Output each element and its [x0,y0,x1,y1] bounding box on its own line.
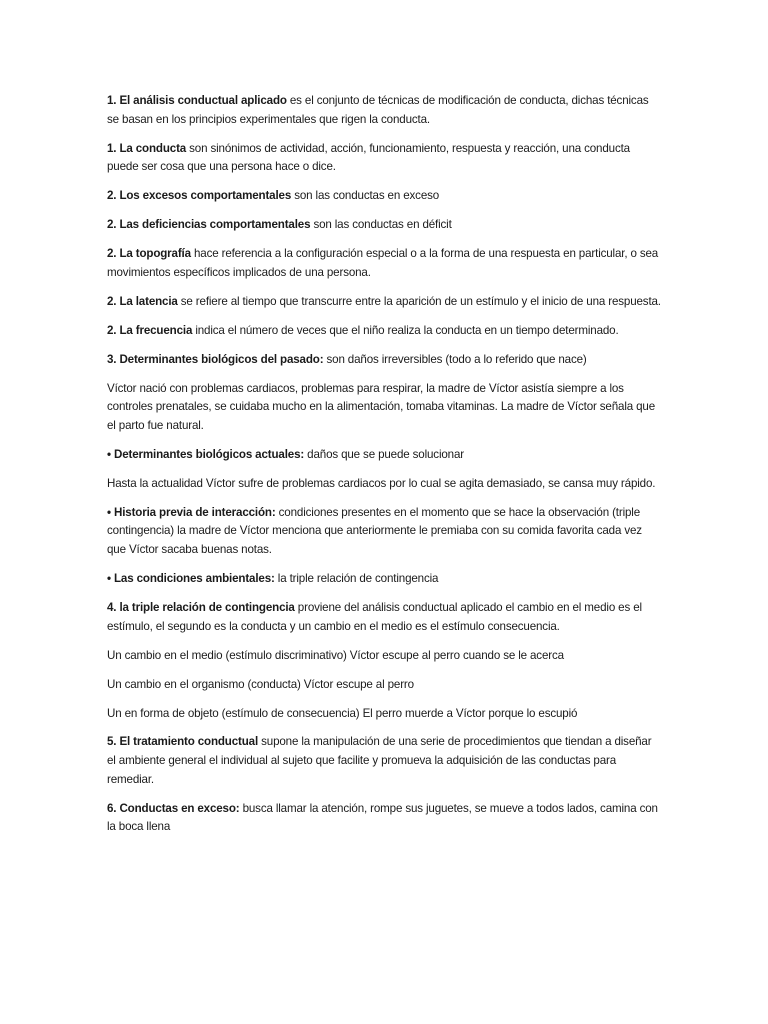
paragraph-cambio-medio [107,647,663,666]
paragraph-text: supone la manipulación de una serie de procedimientos que tiendan a diseñar el ambiente general el individual al sujeto que facilite y promueva la adquisición de las conductas para remediar. [107,735,652,786]
paragraph-condiciones-ambientales [107,570,663,589]
term-bold: 6. Conductas en exceso: [107,801,240,815]
paragraph-frecuencia [107,322,663,341]
term-bold: 2. La topografía [107,247,191,261]
term-bold: 2. Los excesos comportamentales [107,189,292,203]
paragraph-text: son sinónimos de actividad, acción, funcionamiento, respuesta y reacción, una conducta puede ser cosa que una persona hace o dice. [107,141,630,174]
bullet-icon: • [107,505,114,519]
term-bold: 3. Determinantes biológicos del pasado: [107,352,324,366]
paragraph-text: Hasta la actualidad Víctor sufre de problemas cardiacos por lo cual se agita demasiado, se cansa muy rápido. [107,476,656,490]
term-bold: 1. El análisis conductual aplicado [107,94,287,107]
paragraph-text: hace referencia a la configuración especial o a la forma de una respuesta en particular, o sea movimientos específicos implicados de una persona. [107,247,659,279]
term-bold: 5. El tratamiento conductual [107,735,259,749]
paragraph-latencia [107,293,663,312]
paragraph-text: proviene del análisis conductual aplicado el cambio en el medio es el estímulo, el segundo es la conducta y un cambio en el medio es el estímulo consecuencia. [107,600,642,633]
paragraph-text: se refiere al tiempo que transcurre entre la aparición de un estímulo y el inicio de una respuesta. [177,294,661,308]
paragraph-deficiencias [107,216,663,235]
paragraph-victor-nacimiento [107,380,663,436]
term-bold: Determinantes biológicos actuales: [113,447,305,461]
paragraph-text: son daños irreversibles (todo a lo referido que nace) [323,352,587,366]
paragraph-analisis-conductual [107,92,663,129]
paragraph-text: son las conductas en déficit [310,218,452,232]
bullet-icon: • [107,571,114,585]
paragraph-conducta [107,140,663,177]
paragraph-historia-previa [107,504,663,560]
term-bold: Historia previa de interacción: [113,505,276,519]
paragraph-text: es el conjunto de técnicas de modificación de conducta, dichas técnicas se basan en los principios experimentales que rigen la conducta. [107,94,649,126]
term-bold: Las condiciones ambientales: [113,571,275,585]
paragraph-topografia [107,245,663,282]
paragraph-victor-actualidad [107,475,663,494]
term-bold: 1. La conducta [107,141,187,155]
paragraph-text: Un en forma de objeto (estímulo de consecuencia) El perro muerde a Víctor porque lo escupió [107,706,578,720]
document-body [107,92,663,847]
paragraph-text: son las conductas en exceso [291,189,440,203]
term-bold: 2. La latencia [107,294,178,308]
paragraph-text: busca llamar la atención, rompe sus juguetes, se mueve a todos lados, camina con la boca llena [107,801,658,834]
paragraph-text: Víctor nació con problemas cardiacos, problemas para respirar, la madre de Víctor asistía siempre a los controles prenatales, se cuidaba mucho en la alimentación, tomaba vitaminas. La madre de Víctor señala que el parto fue natural. [107,381,656,432]
paragraph-tratamiento [107,733,663,789]
paragraph-text: condiciones presentes en el momento que se hace la observación (triple contingencia) la madre de Víctor menciona que anteriormente le premiaba con su comida favorita cada vez que Víctor sacaba buenas notas. [107,505,642,556]
paragraph-forma-objeto [107,705,663,724]
paragraph-determinantes-pasado [107,351,663,370]
bullet-icon: • [107,447,114,461]
paragraph-text: daños que se puede solucionar [304,447,464,461]
term-bold: 2. La frecuencia [107,323,193,337]
term-bold: 2. Las deficiencias comportamentales [107,218,311,232]
paragraph-triple-relacion [107,599,663,636]
paragraph-text: indica el número de veces que el niño realiza la conducta en un tiempo determinado. [192,323,619,337]
paragraph-text: la triple relación de contingencia [274,571,439,585]
paragraph-text: Un cambio en el medio (estímulo discriminativo) Víctor escupe al perro cuando se le acerca [107,648,564,662]
paragraph-excesos [107,187,663,206]
paragraph-cambio-organismo [107,676,663,695]
term-bold: 4. la triple relación de contingencia [107,600,295,614]
paragraph-determinantes-actuales [107,446,663,465]
paragraph-text: Un cambio en el organismo (conducta) Víctor escupe al perro [107,677,414,691]
paragraph-conductas-exceso [107,800,663,837]
